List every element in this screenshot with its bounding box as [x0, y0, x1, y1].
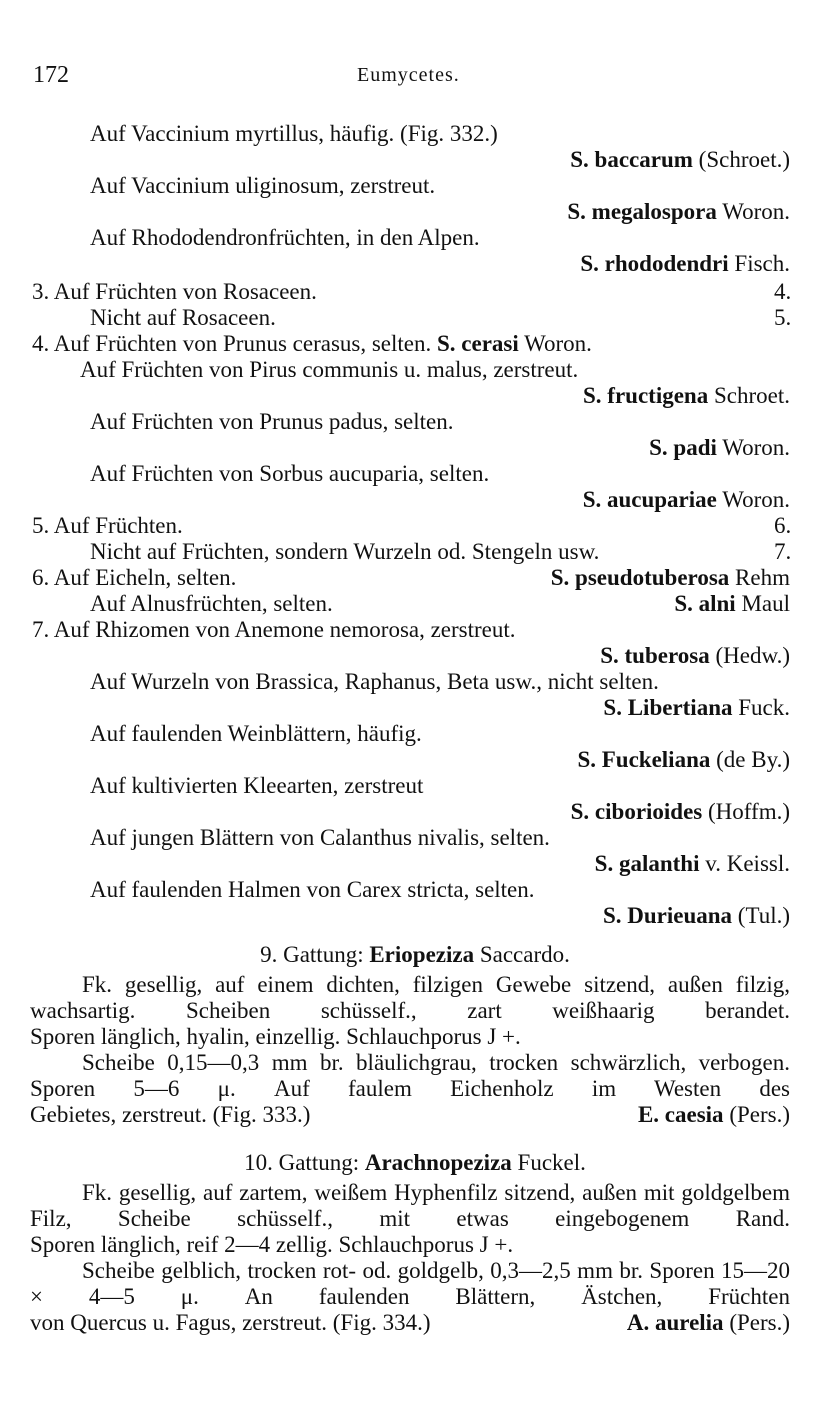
key-line: Auf Vaccinium myrtillus, häufig. (Fig. 332.): [90, 121, 498, 146]
species-line: [551, 565, 790, 591]
key-line: Auf kultivierten Kleearten, zerstreut: [90, 773, 424, 798]
key-couplet: 7. Auf Rhizomen von Anemone nemorosa, zerstreut.: [32, 617, 516, 642]
species-line: [570, 147, 790, 173]
genus-author: Fuckel.: [517, 1150, 586, 1175]
species-author: Woron.: [722, 487, 790, 512]
species-author: (Hedw.): [715, 643, 790, 668]
species-author: Woron.: [722, 435, 790, 460]
key-line: Auf Früchten von Prunus padus, selten.: [90, 409, 454, 434]
species-line: [583, 383, 790, 409]
species-author: (Schroet.): [698, 147, 790, 172]
species-name: S. cerasi: [437, 331, 519, 356]
species-author: (Tul.): [737, 903, 790, 928]
species-description-last: von Quercus u. Fagus, zerstreut. (Fig. 334.): [30, 1310, 431, 1335]
species-name: S. Durieuana: [602, 903, 733, 928]
key-line: Auf Wurzeln von Brassica, Raphanus, Beta usw., nicht selten.: [90, 669, 659, 694]
key-ref: 5.: [774, 305, 792, 330]
genus-author: Saccardo.: [479, 942, 570, 967]
key-couplet: Nicht auf Rosaceen.: [90, 305, 276, 330]
species-line: [649, 435, 790, 461]
species-name: E. caesia: [637, 1102, 724, 1127]
key-couplet: 3. Auf Früchten von Rosaceen.: [32, 279, 317, 304]
species-author: Fisch.: [734, 251, 790, 276]
genus-description: Fk. gesellig, auf zartem, weißem Hyphenfilz sitzend, außen mit goldgelbem Filz, Scheibe schüsself., mit etwas eingebogenem Rand.: [30, 1180, 790, 1231]
species-description: Scheibe 0,15—0,3 mm br. bläulichgrau, trocken schwärzlich, verbogen. Sporen 5—6 μ. Auf faulem Eichenholz im Westen des: [30, 1050, 790, 1101]
species-author: Maul: [741, 591, 790, 616]
species-author: (Pers.): [729, 1310, 790, 1335]
species-line: [595, 851, 790, 877]
genus-name: Arachnopeziza: [364, 1150, 512, 1175]
species-author: Woron.: [524, 331, 592, 356]
species-name: S. Libertiana: [603, 695, 733, 720]
key-line: Auf faulenden Weinblättern, häufig.: [90, 721, 422, 746]
species-name: S. pseudotuberosa: [550, 565, 730, 590]
species-author: Schroet.: [713, 383, 790, 408]
species-name: S. baccarum: [570, 147, 693, 172]
species-name: S. fructigena: [583, 383, 709, 408]
key-line: Auf Vaccinium uliginosum, zerstreut.: [90, 173, 436, 198]
genus-heading: [0, 1150, 830, 1176]
heading-label: 9. Gattung:: [260, 942, 364, 967]
species-line: [583, 487, 790, 513]
key-couplet: 5. Auf Früchten.: [32, 513, 183, 538]
key-ref: 4.: [774, 279, 792, 304]
species-author: (Hoffm.): [708, 799, 790, 824]
species-author: (de By.): [716, 747, 790, 772]
species-line: [571, 799, 790, 825]
key-couplet: [32, 331, 592, 357]
key-line: Auf Früchten von Pirus communis u. malus, zerstreut.: [80, 357, 579, 382]
genus-heading: [0, 942, 830, 968]
species-author: Woron.: [722, 199, 790, 224]
species-author: Rehm: [735, 565, 790, 590]
key-line: Auf Rhododendronfrüchten, in den Alpen.: [90, 225, 480, 250]
key-text: 4. Auf Früchten von Prunus cerasus, selten.: [32, 331, 432, 356]
species-line: [627, 1310, 790, 1336]
species-line: [577, 747, 790, 773]
species-name: S. aucupariae: [582, 487, 717, 512]
key-line: Auf Alnusfrüchten, selten.: [90, 591, 333, 616]
genus-description-last: Sporen länglich, reif 2—4 zellig. Schlauchporus J +.: [30, 1232, 514, 1257]
key-couplet: Nicht auf Früchten, sondern Wurzeln od. Stengeln usw.: [90, 539, 600, 564]
species-name: S. Fuckeliana: [577, 747, 711, 772]
key-ref: 7.: [774, 539, 792, 564]
species-description: Scheibe gelblich, trocken rot- od. goldgelb, 0,3—2,5 mm br. Sporen 15—20 × 4—5 μ. An faulenden Blättern, Ästchen, Früchten: [30, 1258, 790, 1309]
species-line: [638, 1102, 790, 1128]
key-line: Auf faulenden Halmen von Carex stricta, selten.: [90, 877, 535, 902]
genus-description: Fk. gesellig, auf einem dichten, filzigen Gewebe sitzend, außen filzig, wachsartig. Scheiben schüsself., zart weißhaarig berandet.: [30, 972, 790, 1023]
species-author: (Pers.): [729, 1102, 790, 1127]
key-line: Auf Früchten von Sorbus aucuparia, selten.: [90, 461, 490, 486]
species-line: [603, 903, 790, 929]
species-line: [603, 695, 790, 721]
species-name: A. aurelia: [626, 1310, 724, 1335]
page-number: 172: [33, 62, 69, 88]
species-name: S. megalospora: [567, 199, 717, 224]
genus-description-last: Sporen länglich, hyalin, einzellig. Schlauchporus J +.: [30, 1024, 521, 1049]
species-name: S. padi: [649, 435, 717, 460]
species-line: [567, 199, 790, 225]
heading-label: 10. Gattung:: [244, 1150, 360, 1175]
species-description-last: Gebietes, zerstreut. (Fig. 333.): [30, 1102, 311, 1127]
species-name: S. ciborioides: [570, 799, 703, 824]
genus-name: Eriopeziza: [369, 942, 475, 967]
key-couplet: 6. Auf Eicheln, selten.: [32, 565, 237, 590]
running-head: Eumycetes.: [357, 64, 460, 86]
species-author: Fuck.: [738, 695, 790, 720]
species-name: S. tuberosa: [600, 643, 710, 668]
key-line: Auf jungen Blättern von Calanthus nivalis, selten.: [90, 825, 550, 850]
species-name: S. alni: [674, 591, 736, 616]
species-line: [580, 251, 790, 277]
species-line: [600, 643, 790, 669]
species-author: v. Keissl.: [705, 851, 790, 876]
species-line: [674, 591, 790, 617]
key-ref: 6.: [774, 513, 792, 538]
species-name: S. galanthi: [594, 851, 700, 876]
species-name: S. rhododendri: [580, 251, 729, 276]
